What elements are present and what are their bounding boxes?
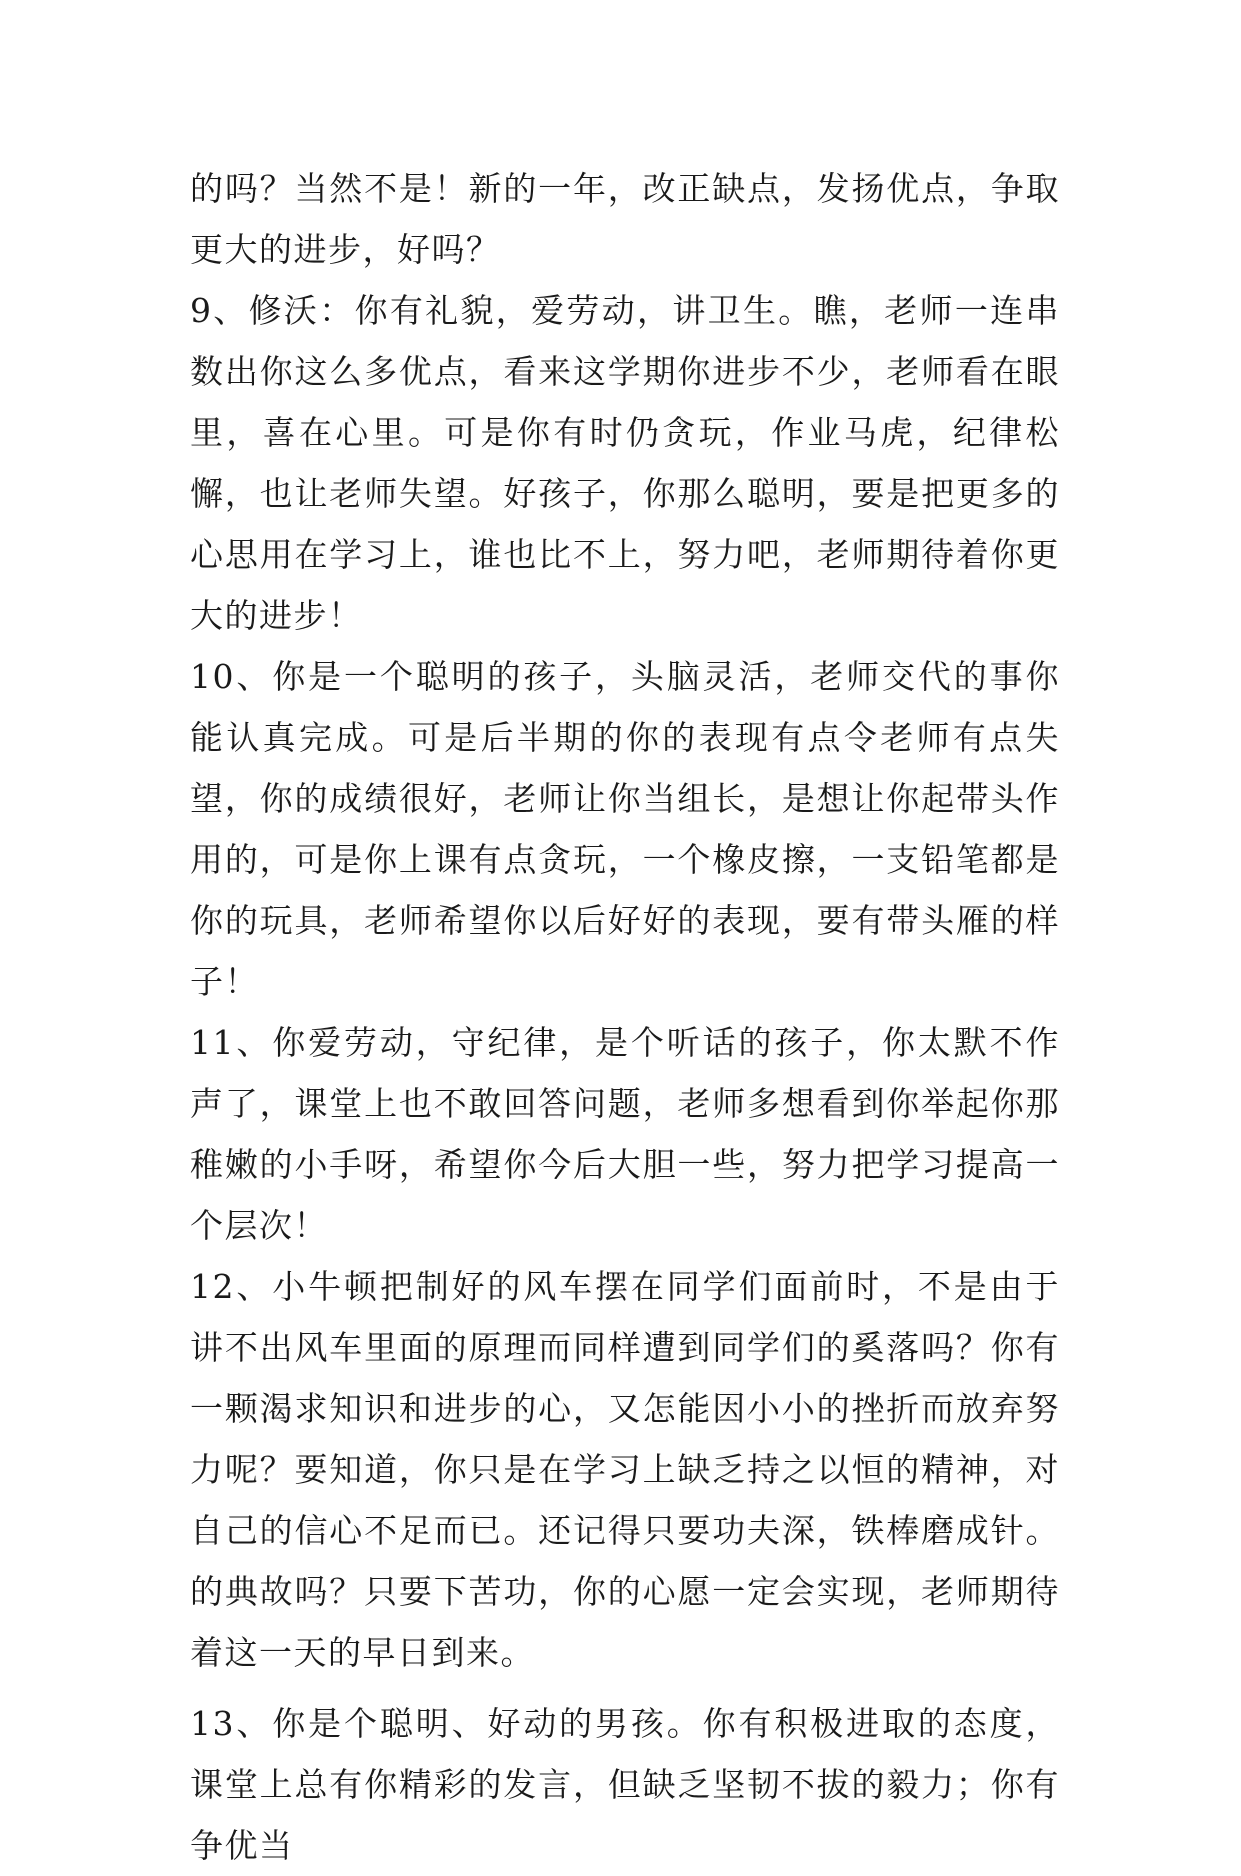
paragraph-item-9: 9、修沃：你有礼貌，爱劳动，讲卫生。瞧，老师一连串数出你这么多优点，看来这学期你进步不少，老师看在眼里，喜在心里。可是你有时仍贪玩，作业马虎，纪律松懈，也让老师失望。好孩子，你那么聪明，要是把更多的心思用在学习上，谁也比不上，努力吧，老师期待着你更大的进步！ xyxy=(190,291,1060,635)
paragraph-item-12: 12、小牛顿把制好的风车摆在同学们面前时，不是由于讲不出风车里面的原理而同样遭到同学们的奚落吗？你有一颗渴求知识和进步的心，又怎能因小小的挫折而放弃努力呢？要知道，你只是在学习上缺乏持之以恒的精神，对自己的信心不足而已。还记得只要功夫深，铁棒磨成针。的典故吗？只要下苦功，你的心愿一定会实现，老师期待着这一天的早日到来。 xyxy=(190,1267,1060,1672)
paragraph-item-13: 13、你是个聪明、好动的男孩。你有积极进取的态度，课堂上总有你精彩的发言，但缺乏坚韧不拔的毅力；你有争优当 xyxy=(190,1704,1060,1865)
paragraph-item-10: 10、你是一个聪明的孩子，头脑灵活，老师交代的事你能认真完成。可是后半期的你的表现有点令老师有点失望，你的成绩很好，老师让你当组长，是想让你起带头作用的，可是你上课有点贪玩，一个橡皮擦，一支铅笔都是你的玩具，老师希望你以后好好的表现，要有带头雁的样子！ xyxy=(190,657,1060,1001)
paragraph-continuation: 的吗？当然不是！新的一年，改正缺点，发扬优点，争取更大的进步，好吗？ xyxy=(190,169,1060,269)
document-body xyxy=(190,158,1060,1876)
paragraph-item-11: 11、你爱劳动，守纪律，是个听话的孩子，你太默不作声了，课堂上也不敢回答问题，老师多想看到你举起你那稚嫩的小手呀，希望你今后大胆一些，努力把学习提高一个层次！ xyxy=(190,1023,1060,1245)
